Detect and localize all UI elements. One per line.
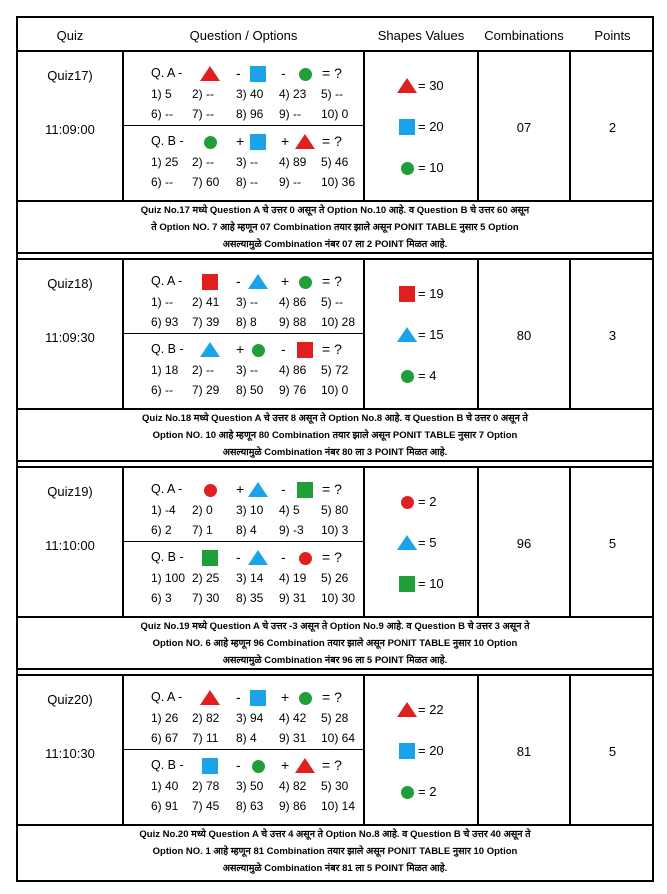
triangle-red-icon <box>397 78 417 93</box>
block-divider <box>18 466 652 468</box>
explanation-note-line: Option NO. 10 आहे म्हणून 80 Combination तयार झाले असून PONIT TABLE नुसार 7 Option <box>152 430 518 441</box>
triangle-red-icon <box>295 758 315 773</box>
question-b-label: Q. B - <box>151 550 184 564</box>
option: 6) -- <box>151 383 173 397</box>
equals-question: = ? <box>322 341 342 357</box>
option: 6) 2 <box>151 523 172 537</box>
shape-value: = 10 <box>418 160 444 175</box>
option: 5) -- <box>321 87 343 101</box>
shape-value: = 2 <box>418 494 437 509</box>
equals-question: = ? <box>322 65 342 81</box>
header-divider <box>18 50 652 52</box>
question-a-label: Q. A - <box>151 274 183 288</box>
option: 10) 14 <box>321 799 356 813</box>
triangle-blue-icon <box>248 274 268 289</box>
option: 7) -- <box>192 107 214 121</box>
option: 6) 91 <box>151 799 179 813</box>
option: 9) 76 <box>279 383 307 397</box>
column-divider <box>363 674 365 824</box>
option: 7) 45 <box>192 799 220 813</box>
question-separator <box>124 125 363 126</box>
circle-red-icon <box>204 484 217 497</box>
option: 1) 5 <box>151 87 172 101</box>
option: 2) 0 <box>192 503 213 517</box>
option: 7) 11 <box>192 731 219 745</box>
operator: - <box>236 757 241 773</box>
option: 8) 63 <box>236 799 264 813</box>
shape-value: = 20 <box>418 119 444 134</box>
square-green-icon <box>399 576 415 592</box>
option: 1) 40 <box>151 779 179 793</box>
option: 2) 82 <box>192 711 220 725</box>
option: 9) 31 <box>279 591 307 605</box>
option: 9) -- <box>279 175 301 189</box>
option: 6) -- <box>151 175 173 189</box>
option: 8) 35 <box>236 591 264 605</box>
option: 1) 100 <box>151 571 186 585</box>
square-blue-icon <box>399 119 415 135</box>
option: 10) 30 <box>321 591 356 605</box>
option: 9) 88 <box>279 315 307 329</box>
square-blue-icon <box>250 66 266 82</box>
option: 10) 36 <box>321 175 356 189</box>
quiz-time: 11:10:00 <box>45 538 95 553</box>
column-divider <box>363 258 365 408</box>
quiz-name: Quiz20) <box>47 692 93 707</box>
option: 1) 25 <box>151 155 179 169</box>
question-a-label: Q. A - <box>151 482 183 496</box>
square-red-icon <box>399 286 415 302</box>
quiz-results-table <box>16 16 654 882</box>
option: 3) 40 <box>236 87 264 101</box>
triangle-blue-icon <box>248 482 268 497</box>
option: 4) 19 <box>279 571 307 585</box>
equals-question: = ? <box>322 273 342 289</box>
question-b-label: Q. B - <box>151 342 184 356</box>
option: 9) -- <box>279 107 301 121</box>
header-combinations: Combinations <box>484 27 564 43</box>
triangle-red-icon <box>200 66 220 81</box>
square-red-icon <box>202 274 218 290</box>
circle-red-icon <box>299 552 312 565</box>
option: 6) -- <box>151 107 173 121</box>
equals-question: = ? <box>322 757 342 773</box>
header-shapes-values: Shapes Values <box>377 27 465 43</box>
operator: - <box>281 481 286 497</box>
circle-green-icon <box>401 786 414 799</box>
circle-green-icon <box>401 162 414 175</box>
quiz-name: Quiz18) <box>47 276 93 291</box>
option: 4) 42 <box>279 711 307 725</box>
combination-value: 96 <box>516 536 532 551</box>
option: 5) 26 <box>321 571 349 585</box>
circle-green-icon <box>299 68 312 81</box>
option: 5) 46 <box>321 155 349 169</box>
option: 10) 64 <box>321 731 356 745</box>
option: 3) -- <box>236 155 258 169</box>
option: 10) 0 <box>321 107 349 121</box>
question-separator <box>124 749 363 750</box>
option: 4) 86 <box>279 363 307 377</box>
shape-value: = 20 <box>418 743 444 758</box>
shape-value: = 15 <box>418 327 444 342</box>
question-separator <box>124 541 363 542</box>
option: 8) 96 <box>236 107 264 121</box>
operator: + <box>236 341 245 357</box>
operator: + <box>236 481 245 497</box>
quiz-name: Quiz17) <box>47 68 93 83</box>
explanation-note-line: असल्यामुळे Combination नंबर 96 ला 5 POINT मिळत आहे. <box>222 655 448 666</box>
square-blue-icon <box>202 758 218 774</box>
option: 1) 18 <box>151 363 179 377</box>
option: 4) 89 <box>279 155 307 169</box>
option: 3) -- <box>236 295 258 309</box>
shape-value: = 30 <box>418 78 444 93</box>
square-green-icon <box>202 550 218 566</box>
explanation-note-line: Option NO. 6 आहे म्हणून 96 Combination तयार झाले असून PONIT TABLE नुसार 10 Option <box>152 638 518 649</box>
option: 3) 10 <box>236 503 264 517</box>
option: 7) 30 <box>192 591 220 605</box>
question-a-label: Q. A - <box>151 66 183 80</box>
option: 7) 39 <box>192 315 220 329</box>
operator: + <box>281 133 290 149</box>
option: 10) 28 <box>321 315 356 329</box>
option: 1) -- <box>151 295 173 309</box>
header-question-options: Question / Options <box>189 27 298 43</box>
option: 3) 94 <box>236 711 264 725</box>
option: 2) 41 <box>192 295 220 309</box>
triangle-blue-icon <box>397 535 417 550</box>
option: 7) 60 <box>192 175 220 189</box>
header-points: Points <box>594 27 631 43</box>
block-divider <box>18 674 652 676</box>
triangle-blue-icon <box>397 327 417 342</box>
option: 7) 1 <box>192 523 213 537</box>
triangle-blue-icon <box>248 550 268 565</box>
equals-question: = ? <box>322 481 342 497</box>
operator: - <box>281 341 286 357</box>
combination-value: 80 <box>516 328 532 343</box>
shape-value: = 5 <box>418 535 437 550</box>
points-value: 3 <box>608 328 617 343</box>
column-divider <box>363 466 365 616</box>
option: 2) -- <box>192 155 214 169</box>
option: 5) 28 <box>321 711 349 725</box>
explanation-note-line: ते Option NO. 7 आहे म्हणून 07 Combination तयार झाले असून PONIT TABLE नुसार 5 Option <box>151 222 519 233</box>
option: 8) 8 <box>236 315 257 329</box>
option: 9) 31 <box>279 731 307 745</box>
option: 8) 4 <box>236 523 257 537</box>
operator: - <box>236 65 241 81</box>
option: 10) 3 <box>321 523 349 537</box>
circle-green-icon <box>299 692 312 705</box>
operator: + <box>281 689 290 705</box>
operator: - <box>236 273 241 289</box>
option: 5) 72 <box>321 363 349 377</box>
circle-green-icon <box>401 370 414 383</box>
shape-value: = 4 <box>418 368 437 383</box>
circle-green-icon <box>299 276 312 289</box>
option: 5) -- <box>321 295 343 309</box>
quiz-time: 11:10:30 <box>45 746 95 761</box>
question-b-label: Q. B - <box>151 134 184 148</box>
explanation-note-line: Quiz No.19 मध्ये Question A चे उत्तर -3 असून ते Option No.9 आहे. व Question B चे उत्तर 3 असून ते <box>140 621 530 632</box>
triangle-blue-icon <box>200 342 220 357</box>
option: 5) 80 <box>321 503 349 517</box>
explanation-note-line: असल्यामुळे Combination नंबर 81 ला 5 POINT मिळत आहे. <box>222 863 448 874</box>
quiz-name: Quiz19) <box>47 484 93 499</box>
option: 8) -- <box>236 175 258 189</box>
option: 6) 93 <box>151 315 179 329</box>
option: 3) 14 <box>236 571 264 585</box>
question-b-label: Q. B - <box>151 758 184 772</box>
triangle-red-icon <box>295 134 315 149</box>
operator: + <box>281 757 290 773</box>
equals-question: = ? <box>322 549 342 565</box>
combination-value: 81 <box>516 744 532 759</box>
square-red-icon <box>297 342 313 358</box>
option: 10) 0 <box>321 383 349 397</box>
column-divider <box>363 50 365 200</box>
shape-value: = 19 <box>418 286 444 301</box>
option: 5) 30 <box>321 779 349 793</box>
square-blue-icon <box>250 690 266 706</box>
explanation-note-line: Quiz No.20 मध्ये Question A चे उत्तर 4 असून ते Option No.8 आहे. व Question B चे उत्तर 40 असून ते <box>139 829 531 840</box>
explanation-note-line: असल्यामुळे Combination नंबर 07 ला 2 POINT मिळत आहे. <box>222 239 448 250</box>
option: 7) 29 <box>192 383 220 397</box>
combination-value: 07 <box>516 120 532 135</box>
shape-value: = 2 <box>418 784 437 799</box>
circle-green-icon <box>252 344 265 357</box>
operator: + <box>236 133 245 149</box>
option: 8) 50 <box>236 383 264 397</box>
triangle-red-icon <box>200 690 220 705</box>
header-quiz: Quiz <box>56 27 84 43</box>
explanation-note-line: असल्यामुळे Combination नंबर 80 ला 3 POINT मिळत आहे. <box>222 447 448 458</box>
equals-question: = ? <box>322 133 342 149</box>
question-separator <box>124 333 363 334</box>
square-blue-icon <box>250 134 266 150</box>
square-blue-icon <box>399 743 415 759</box>
operator: - <box>281 549 286 565</box>
option: 6) 67 <box>151 731 179 745</box>
quiz-time: 11:09:30 <box>45 330 95 345</box>
option: 4) 82 <box>279 779 307 793</box>
option: 8) 4 <box>236 731 257 745</box>
option: 2) 25 <box>192 571 220 585</box>
option: 3) 50 <box>236 779 264 793</box>
points-value: 5 <box>608 744 617 759</box>
option: 2) 78 <box>192 779 220 793</box>
option: 9) -3 <box>279 523 304 537</box>
shape-value: = 22 <box>418 702 444 717</box>
question-a-label: Q. A - <box>151 690 183 704</box>
option: 4) 5 <box>279 503 300 517</box>
option: 6) 3 <box>151 591 172 605</box>
circle-green-icon <box>204 136 217 149</box>
operator: - <box>281 65 286 81</box>
option: 9) 86 <box>279 799 307 813</box>
option: 2) -- <box>192 363 214 377</box>
option: 3) -- <box>236 363 258 377</box>
triangle-red-icon <box>397 702 417 717</box>
circle-green-icon <box>252 760 265 773</box>
points-value: 2 <box>608 120 617 135</box>
option: 2) -- <box>192 87 214 101</box>
option: 4) 23 <box>279 87 307 101</box>
option: 1) -4 <box>151 503 176 517</box>
block-divider <box>18 258 652 260</box>
circle-red-icon <box>401 496 414 509</box>
quiz-time: 11:09:00 <box>45 122 95 137</box>
square-green-icon <box>297 482 313 498</box>
operator: - <box>236 549 241 565</box>
operator: + <box>281 273 290 289</box>
explanation-note-line: Quiz No.18 मध्ये Question A चे उत्तर 8 असून ते Option No.8 आहे. व Question B चे उत्तर 0 असून ते <box>142 413 528 424</box>
explanation-note-line: Quiz No.17 मध्ये Question A चे उत्तर 0 असून ते Option No.10 आहे. व Question B चे उत्तर 60 असून <box>140 205 530 216</box>
equals-question: = ? <box>322 689 342 705</box>
option: 4) 86 <box>279 295 307 309</box>
explanation-note-line: Option NO. 1 आहे म्हणून 81 Combination तयार झाले असून PONIT TABLE नुसार 10 Option <box>152 846 518 857</box>
points-value: 5 <box>608 536 617 551</box>
option: 1) 26 <box>151 711 179 725</box>
operator: - <box>236 689 241 705</box>
shape-value: = 10 <box>418 576 444 591</box>
